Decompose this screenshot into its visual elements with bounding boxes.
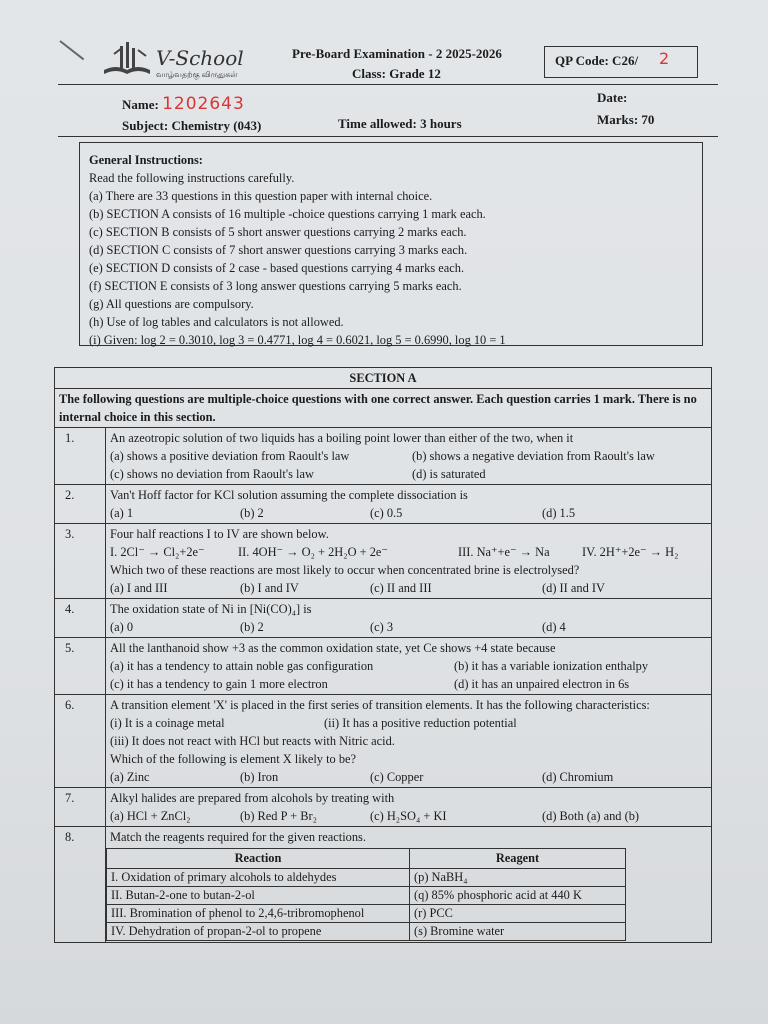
- half-reaction-4: IV. 2H⁺+2e⁻ → H₂: [582, 545, 679, 559]
- reaction-cell: IV. Dehydration of propan-2-ol to propene: [107, 923, 410, 941]
- option-c: (c) H₂SO₄ + KI: [370, 809, 447, 823]
- qp-code-value: 2: [659, 49, 670, 68]
- option-a: (a) 1: [110, 506, 134, 520]
- option-a: (a) Zinc: [110, 770, 150, 784]
- option-a: (a) I and III: [110, 581, 168, 595]
- question-body: [106, 485, 712, 524]
- question-number: 4.: [55, 599, 106, 638]
- option-d: (d) 4: [542, 620, 566, 634]
- reagent-cell: (s) Bromine water: [410, 923, 626, 941]
- question-body: [106, 788, 712, 827]
- half-reaction-3: III. Na⁺+e⁻ → Na: [458, 545, 550, 559]
- option-row: [110, 579, 707, 597]
- option-d: (d) it has an unpaired electron in 6s: [454, 677, 630, 691]
- reagent-cell: (p) NaBH₄: [410, 869, 626, 887]
- question-text: Van't Hoff factor for KCl solution assuming the complete dissociation is: [110, 488, 468, 502]
- option-d: (d) Both (a) and (b): [542, 809, 640, 823]
- option-d: (d) II and IV: [542, 581, 605, 595]
- question-number: 8.: [55, 827, 106, 943]
- option-b: (b) I and IV: [240, 581, 299, 595]
- option-a: (a) it has a tendency to attain noble gas configuration: [110, 659, 374, 673]
- match-col-reaction: Reaction: [107, 849, 410, 869]
- instruction-line: (c) SECTION B consists of 5 short answer questions carrying 2 marks each.: [89, 225, 467, 239]
- header-rule-bottom: [58, 136, 718, 137]
- exam-class: Class: Grade 12: [352, 66, 441, 81]
- marks-label: Marks: 70: [597, 112, 655, 127]
- characteristic-1: (i) It is a coinage metal: [110, 716, 225, 730]
- option-b: (b) 2: [240, 506, 264, 520]
- question-row: [55, 524, 712, 599]
- instruction-line: (i) Given: log 2 = 0.3010, log 3 = 0.4771, log 4 = 0.6021, log 5 = 0.6990, log 10 = 1: [89, 333, 506, 347]
- time-allowed: Time allowed: 3 hours: [338, 116, 462, 131]
- section-desc-row: [55, 389, 712, 428]
- option-d: (d) 1.5: [542, 506, 576, 520]
- question-number: 7.: [55, 788, 106, 827]
- school-tagline: வாழ்வதற்கு விருதுகள்: [156, 70, 238, 79]
- question-number: 3.: [55, 524, 106, 599]
- question-row: [55, 788, 712, 827]
- instruction-line: (a) There are 33 questions in this question paper with internal choice.: [89, 189, 433, 203]
- instruction-line: (d) SECTION C consists of 7 short answer questions carrying 3 marks each.: [89, 243, 468, 257]
- question-row: [55, 428, 712, 485]
- question-body: [106, 428, 712, 485]
- option-c: (c) 0.5: [370, 506, 403, 520]
- subject-label: Subject: Chemistry (043): [122, 118, 262, 133]
- option-row: [110, 447, 707, 465]
- option-row: [110, 657, 707, 675]
- instruction-line: (b) SECTION A consists of 16 multiple -choice questions carrying 1 mark each.: [89, 207, 486, 221]
- section-a-table: [54, 367, 712, 943]
- instruction-line: (h) Use of log tables and calculators is not allowed.: [89, 315, 344, 329]
- header-rule-top: [58, 84, 718, 85]
- characteristics-row: [110, 714, 707, 732]
- question-body: [106, 599, 712, 638]
- pen-mark: [59, 40, 84, 60]
- match-row: [107, 905, 626, 923]
- exam-title: Pre-Board Examination - 2 2025-2026: [292, 46, 502, 61]
- option-row: [110, 465, 707, 483]
- general-instructions: [79, 142, 703, 346]
- reagent-cell: (q) 85% phosphoric acid at 440 K: [410, 887, 626, 905]
- question-text: A transition element 'X' is placed in the first series of transition elements. It has the following characteristics:: [110, 698, 650, 712]
- option-b: (b) Red P + Br₂: [240, 809, 317, 823]
- instruction-line: (e) SECTION D consists of 2 case - based questions carrying 4 marks each.: [89, 261, 465, 275]
- name-row: [122, 94, 245, 114]
- question-number: 2.: [55, 485, 106, 524]
- option-a: (a) shows a positive deviation from Raoult's law: [110, 449, 350, 463]
- option-b: (b) it has a variable ionization enthalpy: [454, 659, 649, 673]
- option-c: (c) II and III: [370, 581, 432, 595]
- option-d: (d) Chromium: [542, 770, 614, 784]
- match-header-row: [107, 849, 626, 869]
- option-b: (b) 2: [240, 620, 264, 634]
- option-row: [110, 504, 707, 522]
- question-text: The oxidation state of Ni in [Ni(CO)₄] is: [110, 602, 312, 616]
- question-text: Match the reagents required for the given reactions.: [110, 830, 366, 844]
- school-name: V-School: [156, 46, 244, 70]
- instructions-title: General Instructions:: [89, 153, 203, 167]
- name-label: Name:: [122, 97, 159, 112]
- question-row: [55, 827, 712, 943]
- question-body: [106, 827, 712, 943]
- question-text: Alkyl halides are prepared from alcohols by treating with: [110, 791, 395, 805]
- question-text: All the lanthanoid show +3 as the common oxidation state, yet Ce shows +4 state because: [110, 641, 556, 655]
- question-subtext: Which two of these reactions are most likely to occur when concentrated brine is electrolysed?: [110, 563, 580, 577]
- date-label: Date:: [597, 90, 628, 105]
- question-row: [55, 599, 712, 638]
- question-row: [55, 638, 712, 695]
- question-row: [55, 695, 712, 788]
- match-table: [106, 848, 626, 941]
- qp-code-box: [544, 46, 698, 78]
- school-logo: [100, 38, 260, 82]
- half-reaction-1: I. 2Cl⁻ → Cl₂+2e⁻: [110, 545, 205, 559]
- instruction-line: (g) All questions are compulsory.: [89, 297, 254, 311]
- option-c: (c) shows no deviation from Raoult's law: [110, 467, 314, 481]
- option-row: [110, 618, 707, 636]
- option-b: (b) Iron: [240, 770, 279, 784]
- section-title-row: [55, 368, 712, 389]
- option-b: (b) shows a negative deviation from Raoult's law: [412, 449, 655, 463]
- match-col-reagent: Reagent: [410, 849, 626, 869]
- question-body: [106, 638, 712, 695]
- question-body: [106, 695, 712, 788]
- match-row: [107, 923, 626, 941]
- half-reaction-2: II. 4OH⁻ → O₂ + 2H₂O + 2e⁻: [238, 545, 388, 559]
- option-c: (c) it has a tendency to gain 1 more electron: [110, 677, 328, 691]
- instruction-line: Read the following instructions carefully.: [89, 171, 295, 185]
- option-row: [110, 807, 707, 825]
- reaction-cell: II. Butan-2-one to butan-2-ol: [107, 887, 410, 905]
- option-row: [110, 675, 707, 693]
- reagent-cell: (r) PCC: [410, 905, 626, 923]
- characteristic-2: (ii) It has a positive reduction potential: [324, 716, 517, 730]
- instruction-line: (f) SECTION E consists of 3 long answer questions carrying 5 marks each.: [89, 279, 462, 293]
- option-a: (a) 0: [110, 620, 134, 634]
- reaction-cell: I. Oxidation of primary alcohols to aldehydes: [107, 869, 410, 887]
- question-row: [55, 485, 712, 524]
- book-icon: [100, 40, 154, 80]
- section-description: The following questions are multiple-choice questions with one correct answer. Each question carries 1 mark. There is no internal choice in this section.: [55, 389, 712, 428]
- name-value: 1202643: [162, 94, 245, 114]
- section-title: SECTION A: [55, 368, 712, 389]
- match-row: [107, 887, 626, 905]
- question-number: 6.: [55, 695, 106, 788]
- question-body: [106, 524, 712, 599]
- option-c: (c) 3: [370, 620, 394, 634]
- match-row: [107, 869, 626, 887]
- question-subtext: Which of the following is element X likely to be?: [110, 752, 357, 766]
- question-text: Four half reactions I to IV are shown below.: [110, 527, 329, 541]
- option-row: [110, 768, 707, 786]
- question-number: 5.: [55, 638, 106, 695]
- question-number: 1.: [55, 428, 106, 485]
- characteristic-3: (iii) It does not react with HCl but reacts with Nitric acid.: [110, 734, 395, 748]
- option-a: (a) HCl + ZnCl₂: [110, 809, 191, 823]
- qp-code-label: QP Code: C26/: [555, 53, 639, 68]
- option-c: (c) Copper: [370, 770, 424, 784]
- question-text: An azeotropic solution of two liquids has a boiling point lower than either of the two, when it: [110, 431, 574, 445]
- half-reactions-row: [110, 543, 707, 561]
- option-d: (d) is saturated: [412, 467, 486, 481]
- reaction-cell: III. Bromination of phenol to 2,4,6-tribromophenol: [107, 905, 410, 923]
